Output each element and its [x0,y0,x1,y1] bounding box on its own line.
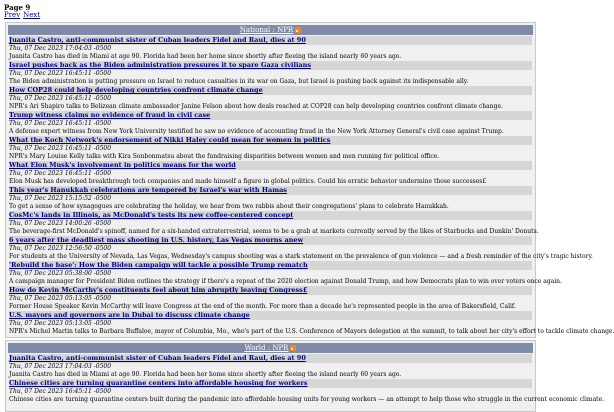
list-item [9,111,532,136]
item-summary: NPR's Ari Shapiro talks to Belizean climate ambassador Janine Felson about how deals reached at COP28 can help developing countries confront climate change. [9,102,503,110]
pagination [4,11,43,20]
list-item [9,136,532,161]
item-summary: NPR's Mary Louise Kelly talks with Kira Sonbonmatsu about the fundraising disparities between women and men running for political office. [9,152,440,160]
item-title-link[interactable]: How do Kevin McCarthy's constituents feel about him abruptly leaving Congress£ [9,286,532,295]
feed-header [8,343,533,353]
list-item [9,61,532,86]
item-title-link[interactable]: What Elon Musk's involvement in politics means for the world [9,161,532,170]
list-item [9,261,562,286]
list-item [9,236,593,261]
item-summary: Chinese cities are turning quarantine centers built during the pandemic into affordable housing units for young workers — an attempt to help those who struggle in the current economic climate. [9,395,605,403]
rss-icon[interactable] [290,345,296,351]
item-title-link[interactable]: Chinese cities are turning quarantine centers into affordable housing for workers [9,379,532,388]
item-date: Thu, 07 Dec 2023 16:45:11 -0500 [9,119,112,127]
feed-title-link[interactable]: National : NPR [239,26,294,34]
item-date: Thu, 07 Dec 2023 14:00:26 -0500 [9,219,112,227]
item-summary: Former House Speaker Kevin McCarthy will leave Congress at the end of the month. For more than a decade he's represented people in the area of Bakersfield, Calif. [9,302,516,310]
prev-link[interactable]: Prev [4,11,21,19]
item-title-link[interactable]: Israel pushes back as the Biden administration pressures it to spare Gaza civilians [9,61,532,70]
item-date: Thu, 07 Dec 2023 16:45:11 -0500 [9,169,112,177]
item-summary: Juanita Castro has died in Miami at age 90. Florida had been her home since shortly after fleeing the island nearly 60 years ago. [9,52,402,60]
item-summary: A campaign manager for President Biden outlines the strategy if there's a repeat of the 2020 election against Donald Trump, and how Democrats plan to win over voters once again. [9,277,562,285]
item-date: Thu, 07 Dec 2023 17:04:03 -0500 [9,44,112,52]
item-date: Thu, 07 Dec 2023 12:56:50 -0500 [9,244,112,252]
list-item [9,211,539,236]
list-item [9,186,532,211]
item-summary: Elon Musk has developed breakthrough tech companies and made himself a figure in global politics. Could his erratic behavior undermine those successes£ [9,177,487,185]
item-title-link[interactable]: What the Koch Network's endorsement of Nikki Haley could mean for women in politics [9,136,532,145]
item-title-link[interactable]: 'Rebuild the base': How the Biden campaign will tackle a possible Trump rematch [9,261,532,270]
item-title-link[interactable]: U.S. mayors and governors are in Dubai to discuss climate change [9,311,532,320]
list-item [9,161,532,186]
feed-national [5,22,614,338]
item-summary: To get a sense of how synagogues are celebrating the holiday, we hear from two rabbis about their congregations' plans to celebrate Hanukkah. [9,202,449,210]
item-summary: A defense expert witness from New York University testified he saw no evidence of accounting fraud in the New York Attorney General's civil case against Trump. [9,127,504,135]
item-summary: The beverage-first McDonald's spinoff, named for a six-handed extraterrestrial, seems to be a grab at markets currently served by the likes of Starbucks and Dunkin' Donuts. [9,227,539,235]
rss-icon[interactable] [295,27,301,33]
item-date: Thu, 07 Dec 2023 16:45:11 -0500 [9,387,112,395]
list-item [9,86,532,111]
item-summary: The Biden administration is putting pressure on Israel to reduce casualties in its war on Gaza, but Israel is pushing back against its indispensable ally. [9,77,469,85]
list-item [9,311,614,336]
feed-world [5,340,605,412]
item-title-link[interactable]: This year's Hanukkah celebrations are tempered by Israel's war with Hamas [9,186,532,195]
feed-items [6,36,614,336]
item-date: Thu, 07 Dec 2023 16:45:11 -0500 [9,69,112,77]
item-title-link[interactable]: 6 years after the deadliest mass shooting in U.S. history, Las Vegas mourns anew [9,236,532,245]
next-link[interactable]: Next [23,11,41,19]
feed-header [8,25,533,35]
item-title-link[interactable]: CosMc's lands in Illinois, as McDonald's tests its new coffee-centered concept [9,211,532,220]
list-item [9,36,532,61]
item-summary: For students at the University of Nevada, Las Vegas, Wednesday's campus shooting was a stark statement on the prevalence of gun violence — and a fresh reminder of the city's tragic history. [9,252,593,260]
item-date: Thu, 07 Dec 2023 15:15:52 -0500 [9,194,112,202]
list-item [9,354,532,379]
item-title-link[interactable]: Juanita Castro, anti-communist sister of Cuban leaders Fidel and Raul, dies at 90 [9,36,532,45]
item-title-link[interactable]: How COP28 could help developing countries confront climate change [9,86,532,95]
item-title-link[interactable]: Juanita Castro, anti-communist sister of Cuban leaders Fidel and Raul, dies at 90 [9,354,532,363]
item-date: Thu, 07 Dec 2023 05:38:00 -0500 [9,269,112,277]
feed-title-link[interactable]: World : NPR [244,344,289,352]
item-date: Thu, 07 Dec 2023 05:13:05 -0500 [9,319,112,327]
list-item [9,286,532,311]
item-summary: Juanita Castro has died in Miami at age 90. Florida had been her home since shortly after fleeing the island nearly 60 years ago. [9,370,402,378]
feed-items [6,354,605,404]
item-date: Thu, 07 Dec 2023 05:13:05 -0500 [9,294,112,302]
item-date: Thu, 07 Dec 2023 16:45:11 -0500 [9,144,112,152]
item-date: Thu, 07 Dec 2023 16:45:11 -0500 [9,94,112,102]
list-item [9,379,605,404]
item-summary: NPR's Michel Martin talks to Barbara Buffaloe, mayor of Columbia, Mo., who's part of the U.S. Conference of Mayors delegation at the summit, to talk about her city's effort to tackle climate change. [9,327,614,335]
item-date: Thu, 07 Dec 2023 17:04:03 -0500 [9,362,112,370]
page-heading: Page 9 [4,3,31,12]
item-title-link[interactable]: Trump witness claims no evidence of fraud in civil case [9,111,532,120]
